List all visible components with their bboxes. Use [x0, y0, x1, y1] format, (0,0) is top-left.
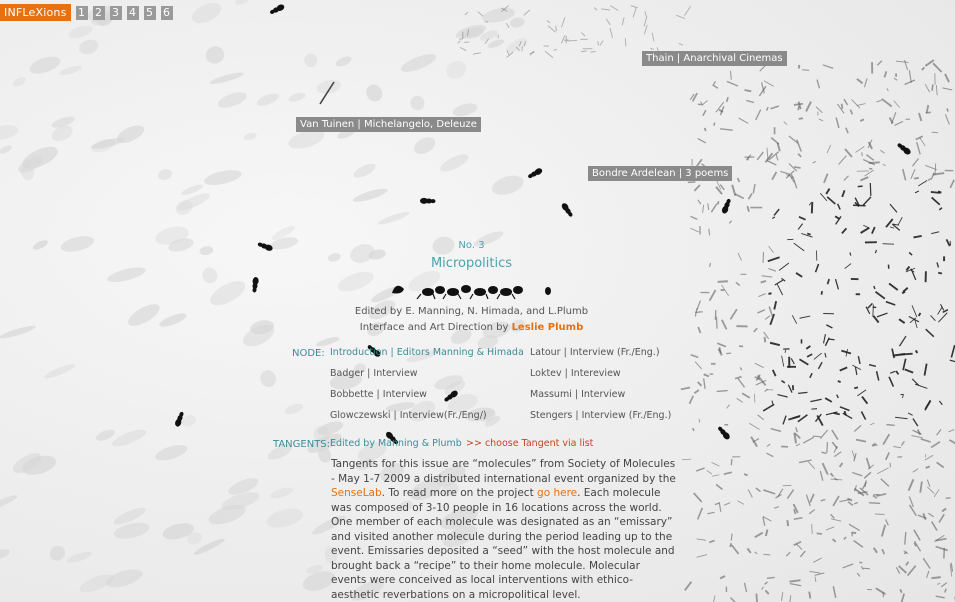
issue-link-2[interactable]: 2 — [93, 6, 105, 20]
issue-title: Micropolitics — [430, 256, 513, 271]
node-link-latour[interactable]: Latour | Interview (Fr./Eng.) — [530, 347, 660, 358]
go-here-link[interactable]: go here — [537, 487, 578, 499]
node-link-massumi[interactable]: Massumi | Interview — [530, 389, 626, 400]
node-link-badger[interactable]: Badger | Interview — [330, 368, 418, 379]
editors-credit: Edited by E. Manning, N. Himada, and L.Plumb — [354, 306, 589, 317]
flag-bondre[interactable]: Bondre Ardelean | 3 poems — [588, 166, 732, 181]
interface-credit — [0, 322, 943, 333]
choose-tangent-link[interactable]: >> choose Tangent via list — [466, 438, 594, 449]
issue-link-1[interactable]: 1 — [76, 6, 88, 20]
site-logo[interactable]: INFLeXions — [0, 4, 71, 21]
tangents-label: TANGENTS: — [273, 439, 331, 450]
top-nav — [0, 4, 173, 21]
node-link-loktev[interactable]: Loktev | Intereview — [530, 368, 621, 379]
interface-credit-prefix: Interface and Art Direction by — [359, 322, 509, 333]
issue-link-4[interactable]: 4 — [127, 6, 139, 20]
tangents-description: Tangents for this issue are “molecules” from Society of Molecules - May 1-7 2009 a distributed international event organized by the SenseLab. To read more on the project go here. Each molecule was composed of 3-10 people in 16 locations across the world. One member of each molecule was designated as an “emissary” and visited another molecule during the period leading up to the event. Emissaries deposited a “seed” with the host molecule and brought back a “recipe” to their home molecule. Molecular events were conceived as local interventions with ethico-aesthetic reverbations on a micropolitical level. — [331, 458, 676, 601]
node-link-introduction[interactable]: Introduction | Editors Manning & Himada — [330, 347, 524, 358]
issue-link-5[interactable]: 5 — [144, 6, 156, 20]
node-link-stengers[interactable]: Stengers | Interview (Fr./Eng.) — [530, 410, 672, 421]
flag-van-tuinen[interactable]: Van Tuinen | Michelangelo, Deleuze — [296, 117, 481, 132]
node-label: NODE: — [292, 348, 325, 359]
issue-link-6[interactable]: 6 — [161, 6, 173, 20]
flag-thain[interactable]: Thain | Anarchival Cinemas — [642, 51, 787, 66]
node-link-bobbette[interactable]: Bobbette | Interview — [330, 389, 427, 400]
node-link-glowczewski[interactable]: Glowczewski | Interview(Fr./Eng/) — [330, 410, 487, 421]
issue-number: No. 3 — [458, 240, 485, 251]
tangents-editors-link[interactable]: Edited by Manning & Plumb — [330, 438, 462, 449]
interface-credit-name[interactable]: Leslie Plumb — [511, 322, 584, 333]
senselab-link[interactable]: SenseLab — [331, 487, 382, 499]
issue-link-3[interactable]: 3 — [110, 6, 122, 20]
ant-cluster-image — [388, 279, 558, 301]
